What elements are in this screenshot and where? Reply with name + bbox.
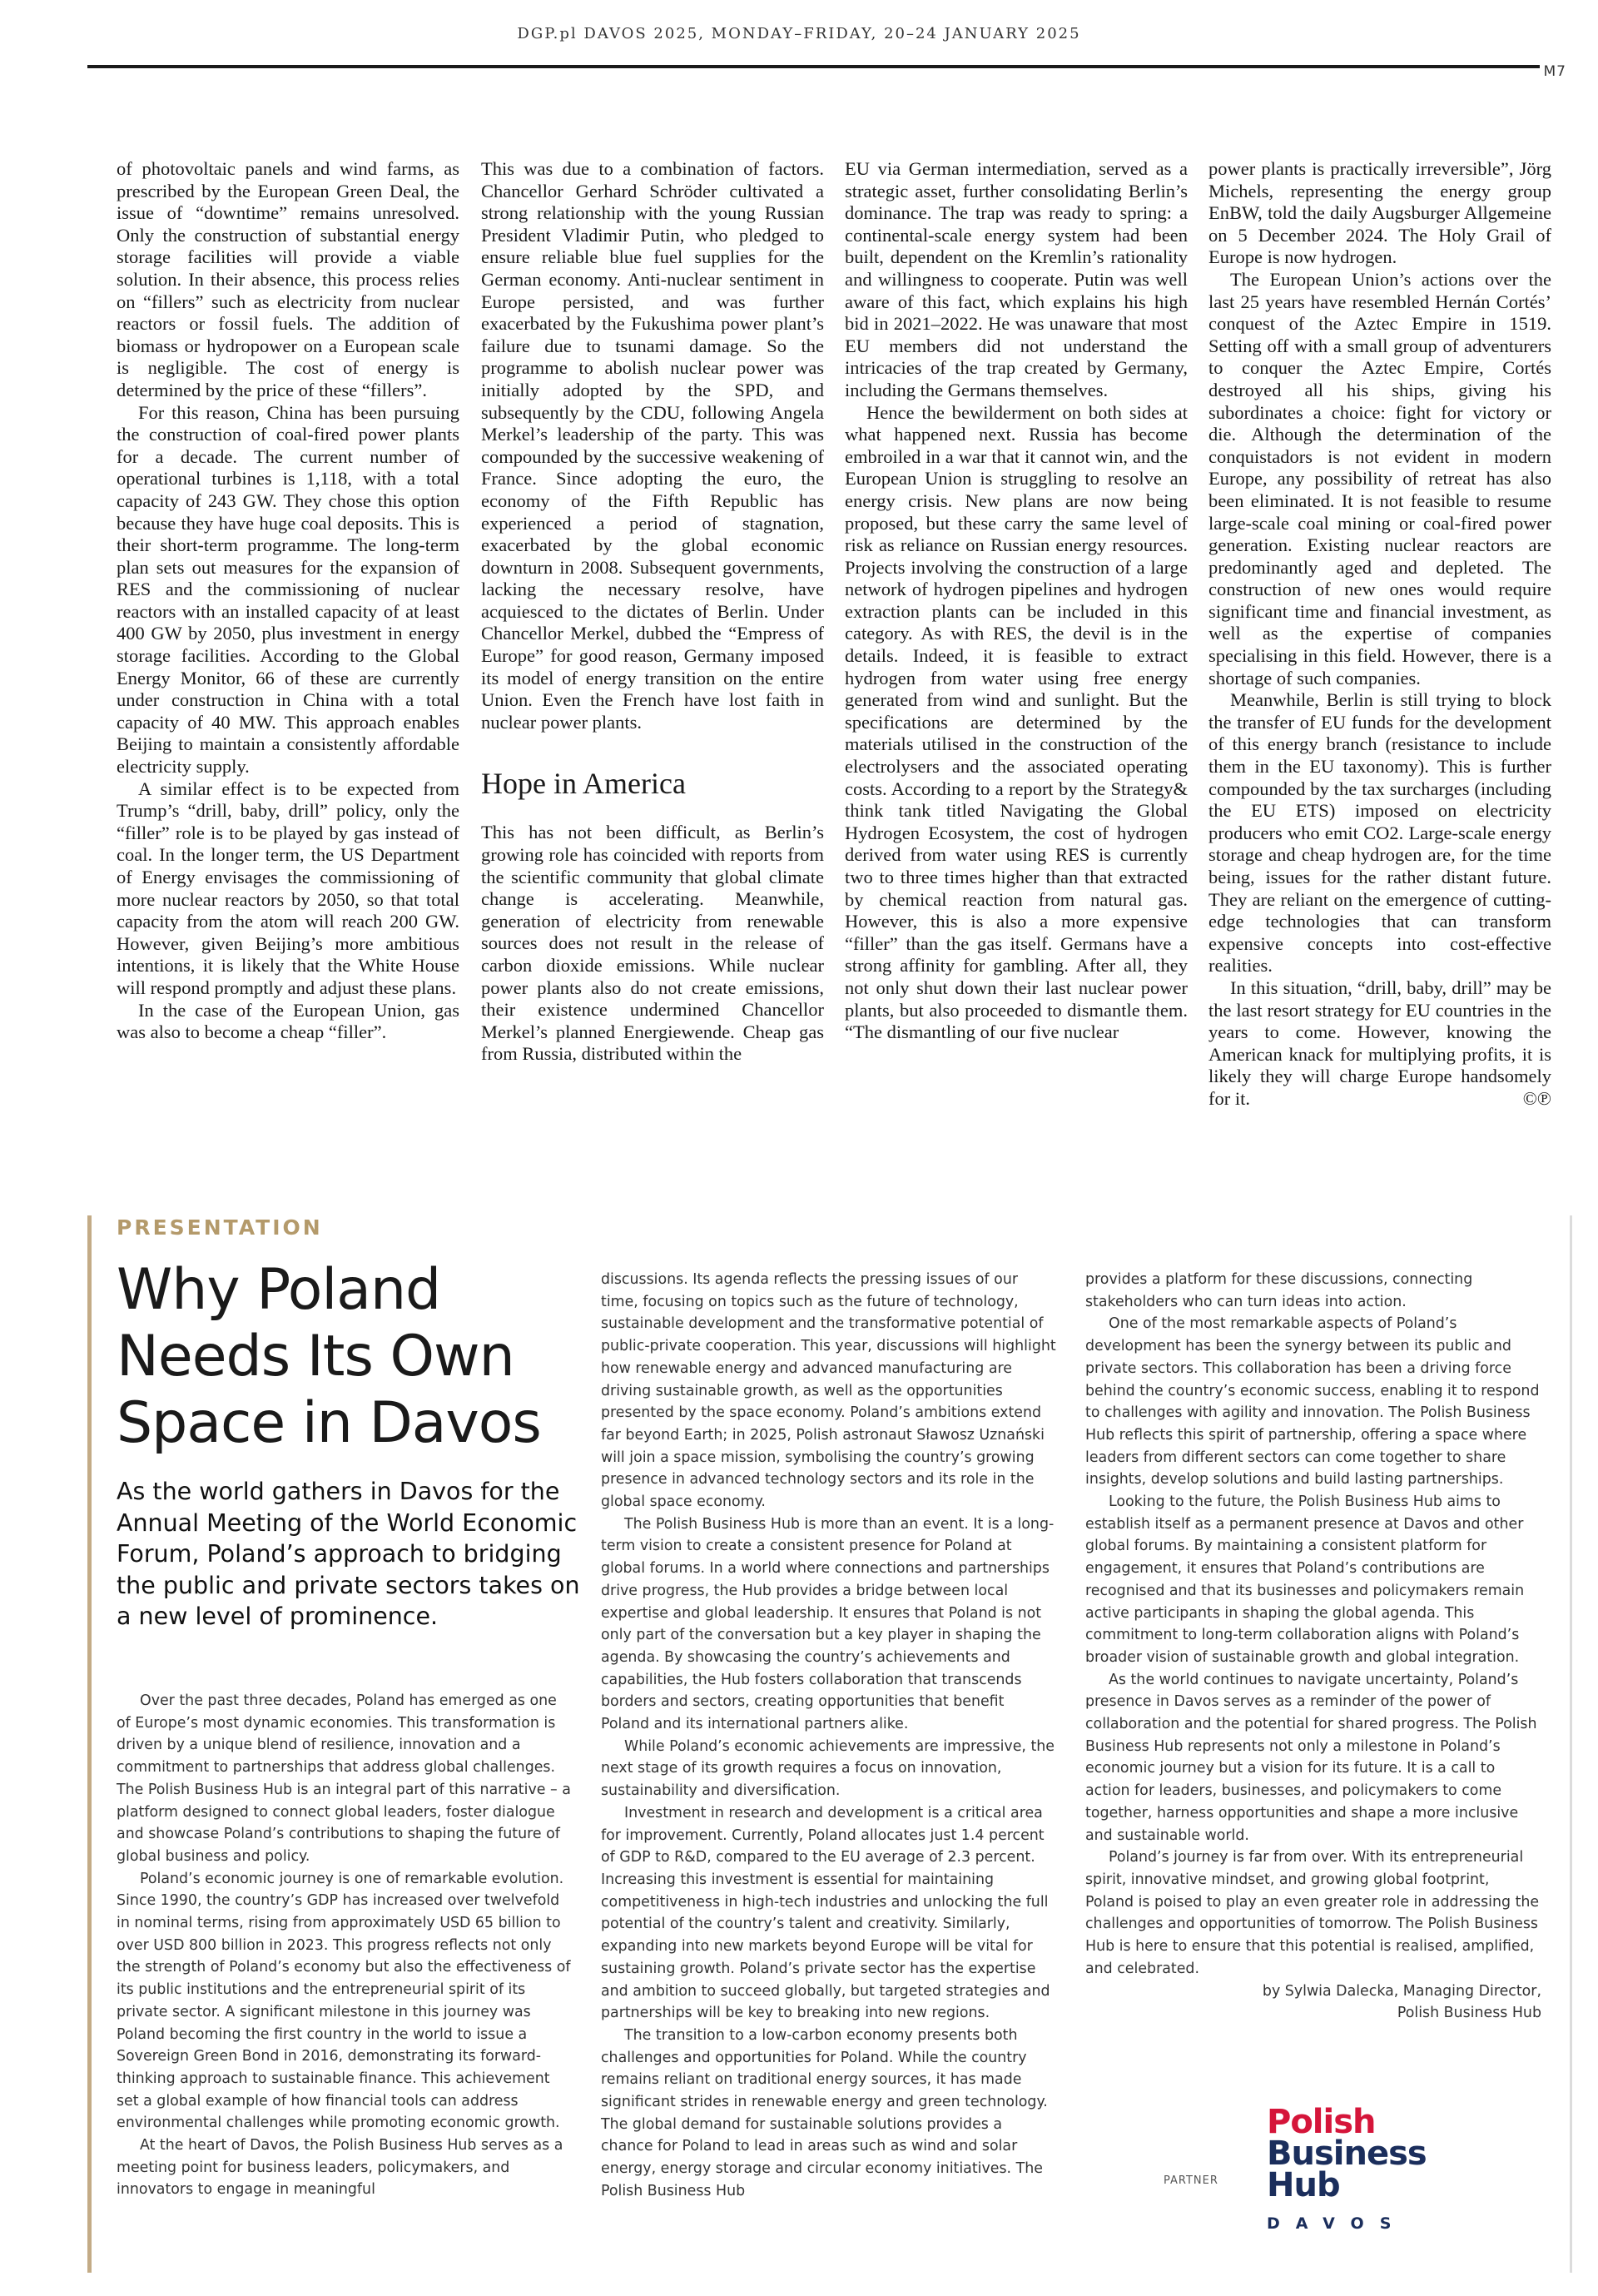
header-rule <box>87 65 1540 68</box>
presentation-paragraph: Poland’s journey is far from over. With its entrepreneurial spirit, innovative mindset, and growing global footprint, Poland is poised to play an even greater role in addressing the challenges and opportunities of tomorrow. The Polish Business Hub is here to ensure that this potential is realised, amplified, and celebrated. <box>1085 1849 1540 1977</box>
presentation-column-1 <box>117 1690 573 2201</box>
title-line: Needs Its Own <box>117 1324 514 1389</box>
article-paragraph: of photovoltaic panels and wind farms, as prescribed by the European Green Deal, the issue of “downtime” remains unresolved. Only the construction of substantial energy storage facilities will provide a viable solution. In their absence, this process relies on “fillers” such as electricity from nuclear reactors or fossil fuels. The addition of biomass or hydropower on a European scale is negligible. The cost of energy is determined by the price of these “fillers”. <box>117 158 459 400</box>
article-paragraph: This was due to a combination of factors. Chancellor Gerhard Schröder cultivated a strong relationship with the young Russian President Vladimir Putin, who pledged to ensure reliable blue fuel supplies for the German economy. Anti-nuclear sentiment in Europe persisted, and was further exacerbated by the Fukushima power plant’s failure due to tsunami damage. So the programme to abolish nuclear power was initially adopted by the SPD, and subsequently by the CDU, following Angela Merkel’s leadership of the party. This was compounded by the successive weakening of France. Since adopting the euro, the economy of the Fifth Republic has experienced a period of stagnation, exacerbated by the global economic downturn in 2008. Subsequent governments, lacking the necessary resolve, have acquiesced to the dictates of Berlin. Under Chancellor Merkel, dubbed the “Empress of Europe” for good reason, Germany imposed its model of energy transition on the entire Union. Even the French have lost faith in nuclear power plants. <box>481 158 824 733</box>
copyright-mark: ©℗ <box>1522 1087 1551 1109</box>
title-line: Why Poland <box>117 1257 441 1323</box>
article-column-3 <box>845 158 1188 1044</box>
presentation-paragraph: discussions. Its agenda reflects the pressing issues of our time, focusing on topics such as the future of technology, sustainable development and the transformative potential of public-private cooperation. This year, discussions will highlight how renewable energy and advanced manufacturing are driving sustainable growth, as well as the opportunities presented by the space economy. Poland’s ambitions extend far beyond Earth; in 2025, Polish astronaut Sławosz Uznański will join a space mission, symbolising the country’s growing presence in advanced technology sectors and its role in the global space economy. <box>601 1271 1056 1511</box>
presentation-paragraph: As the world continues to navigate uncertainty, Poland’s presence in Davos serves as a reminder of the power of collaboration and the potential for shared progress. The Polish Business Hub represents not only a milestone in Poland’s economic journey but a vision for its future. It is a call to action for leaders, businesses, and policymakers to come together, harness opportunities and shape a more inclusive and sustainable world. <box>1085 1671 1537 1844</box>
logo-line-hub: Hub <box>1267 2166 1340 2204</box>
presentation-right-rule <box>1570 1215 1572 2273</box>
article-paragraph: The European Union’s actions over the last 25 years have resembled Hernán Cortés’ conquest of the Aztec Empire in 1519. Setting off with a small group of adventurers to conquer the Aztec Empire, Cortés destroyed all his ships, giving his subordinates a choice: fight for victory or die. Although the determination of the conquistadors is not evident in modern Europe, any possibility of retreat has also been eliminated. It is not feasible to resume large-scale coal mining or coal-fired power generation. Existing nuclear reactors are predominantly aged and depleted. The construction of new ones would require significant time and financial investment, as well as the expertise of companies specialising in this field. However, there is a shortage of such companies. <box>1208 268 1551 688</box>
presentation-paragraph: At the heart of Davos, the Polish Business Hub serves as a meeting point for business leaders, policymakers, and innovators to engage in meaningful <box>117 2137 563 2199</box>
article-paragraph: power plants is practically irreversible”, Jörg Michels, representing the energy group EnBW, told the daily Augsburger Allgemeine on 5 December 2024. The Holy Grail of Europe is now hydrogen. <box>1208 158 1551 268</box>
article-paragraph: In the case of the European Union, gas was also to become a cheap “filler”. <box>117 999 459 1043</box>
article-paragraph: For this reason, China has been pursuing the construction of coal-fired power plants for a decade. The current number of operational turbines is 1,118, with a total capacity of 243 GW. They chose this option because they have huge coal deposits. This is their short-term programme. The long-term plan sets out measures for the expansion of RES and the commissioning of nuclear reactors with an installed capacity of at least 400 GW by 2050, plus investment in energy storage facilities. According to the Global Energy Monitor, 66 of these are currently under construction in China with a total capacity of 40 MW. This approach enables Beijing to maintain a consistently affordable electricity supply. <box>117 401 459 778</box>
article-paragraph: This has not been difficult, as Berlin’s growing role has coincided with reports from the scientific community that global climate change is accelerating. Meanwhile, generation of electricity from renewable sources does not result in the release of carbon dioxide emissions. While nuclear power plants also do not create emissions, their existence undermined Chancellor Merkel’s planned Energiewende. Cheap gas from Russia, distributed within the <box>481 822 824 1065</box>
article-paragraph: Hence the bewilderment on both sides at what happened next. Russia has become embroiled in a war that it cannot win, and the European Union is struggling to resolve an energy crisis. New plans are now being proposed, but these carry the same level of risk as reliance on Russian energy resources. Projects involving the construction of a large network of hydrogen pipelines and hydrogen extraction plants can be included in this category. As with RES, the devil is in the details. Indeed, it is feasible to extract hydrogen from water using free energy generated from wind and sunlight. But the specifications are determined by the materials utilised in the construction of the electrolysers and the associated operating costs. According to a report by the Strategy& think tank titled Navigating the Global Hydrogen Ecosystem, the cost of hydrogen derived from water using RES is currently two to three times higher than that extracted by chemical reaction from natural gas. However, this is also a more expensive “filler” than the gas itself. Germans have a strong affinity for gambling. After all, they not only shut down their last nuclear power plants, but also proceeded to dismantle them. “The dismantling of our five nuclear <box>845 401 1188 1043</box>
logo-line-davos: DAVOS <box>1267 2214 1407 2233</box>
presentation-paragraph: Poland’s economic journey is one of remarkable evolution. Since 1990, the country’s GDP has increased over twelvefold in nominal terms, rising from approximately USD 65 billion to over USD 800 billion in 2023. This progress reflects not only the strength of Poland’s economy but also the effectiveness of its public institutions and the entrepreneurial spirit of its private sector. A significant milestone in this journey was Poland becoming the first country in the world to issue a Sovereign Green Bond in 2016, demonstrating its forward-thinking approach to sustainable finance. This achievement set a global example of how financial tools can address environmental challenges while promoting economic growth. <box>117 1870 571 2132</box>
presentation-paragraph: Investment in research and development is a critical area for improvement. Currently, Poland allocates just 1.4 percent of GDP to R&D, compared to the EU average of 2.3 percent. Increasing this investment is essential for maintaining competitiveness in high-tech industries and unlocking the full potential of the country’s talent and creativity. Similarly, expanding into new markets beyond Europe will be vital for sustaining growth. Poland’s private sector has the expertise and ambition to succeed globally, but targeted strategies and partnerships will be key to breaking into new regions. <box>601 1804 1050 2022</box>
masthead: DGP.pl DAVOS 2025, MONDAY–FRIDAY, 20–24 JANUARY 2025 <box>517 25 1081 42</box>
presentation-paragraph: While Poland’s economic achievements are impressive, the next stage of its growth requires a focus on innovation, sustainability and diversification. <box>601 1737 1055 1800</box>
presentation-column-2 <box>601 1269 1057 2203</box>
article-paragraph <box>1208 977 1551 1111</box>
logo-line-business: Business <box>1267 2134 1427 2173</box>
presentation-paragraph: Over the past three decades, Poland has emerged as one of Europe’s most dynamic economies. This transformation is driven by a unique blend of resilience, innovation and a commitment to partnerships that address global challenges. The Polish Business Hub is an integral part of this narrative – a platform designed to connect global leaders, foster dialogue and showcase Poland’s contributions to shaping the future of global business and policy. <box>117 1692 571 1865</box>
article-paragraph: EU via German intermediation, served as a strategic asset, further consolidating Berlin’s dominance. The trap was ready to spring: a continental-scale energy system had been built, dependent on the Kremlin’s rationality and willingness to cooperate. Putin was well aware of this fact, which explains his high bid in 2021–2022. He was unaware that most EU members did not understand the intricacies of the trap created by Germany, including the Germans themselves. <box>845 158 1188 400</box>
presentation-column-3 <box>1085 1269 1541 2025</box>
signature-line: Polish Business Hub <box>1397 2005 1541 2022</box>
presentation-title <box>117 1257 583 1457</box>
article-column-4 <box>1208 158 1551 1111</box>
polish-business-hub-logo <box>1267 2103 1450 2233</box>
presentation-paragraph: provides a platform for these discussions, connecting stakeholders who can turn ideas into action. <box>1085 1271 1473 1310</box>
signature-line: by Sylwia Dalecka, Managing Director, <box>1262 1982 1541 2000</box>
article-column-2 <box>481 158 824 1066</box>
presentation-paragraph: Looking to the future, the Polish Business Hub aims to establish itself as a permanent presence at Davos and other global forums. By maintaining a consistent platform for engagement, it ensures that Poland’s contributions are recognised and that its businesses and policymakers remain active participants in shaping the global agenda. This commitment to long-term collaboration aligns with Poland’s broader vision of sustainable growth and global integration. <box>1085 1493 1525 1666</box>
title-line: Space in Davos <box>117 1390 541 1456</box>
article-final-text: In this situation, “drill, baby, drill” may be the last resort strategy for EU countries in the years to come. However, knowing the American knack for multiplying profits, it is likely they will charge Europe handsomely for it. <box>1208 977 1551 1109</box>
presentation-paragraph: The transition to a low-carbon economy presents both challenges and opportunities for Poland. While the country remains reliant on traditional energy sources, it has made significant strides in renewable energy and green technology. The global demand for sustainable solutions provides a chance for Poland to lead in areas such as wind and solar energy, energy storage and circular economy initiatives. The Polish Business Hub <box>601 2026 1048 2199</box>
presentation-accent-rule <box>87 1215 92 2273</box>
article-paragraph: Meanwhile, Berlin is still trying to block the transfer of EU funds for the development of this energy branch (resistance to include them in the EU taxonomy). This is further compounded by the tax surcharges (including the EU ETS) imposed on electricity producers who emit CO2. Large-scale energy storage and cheap hydrogen are, for the time being, issues for the rather distant future. They are reliant on the emergence of cutting-edge technologies that can transform expensive concepts into cost-effective realities. <box>1208 689 1551 977</box>
presentation-paragraph: The Polish Business Hub is more than an event. It is a long-term vision to create a consistent presence for Poland at global forums. In a world where connections and partnerships drive progress, the Hub provides a bridge between local expertise and global leadership. It ensures that Poland is not only part of the conversation but a key player in shaping the agenda. By showcasing the country’s achievements and capabilities, the Hub fosters collaboration that transcends borders and sectors, creating opportunities that benefit Poland and its international partners alike. <box>601 1515 1055 1733</box>
page-number: M7 <box>1543 63 1566 80</box>
presentation-paragraph: One of the most remarkable aspects of Poland’s development has been the synergy between its public and private sectors. This collaboration has been a driving force behind the country’s economic success, enabling it to respond to challenges with agility and innovation. The Polish Business Hub reflects this spirit of partnership, offering a space where leaders from different sectors can come together to share insights, develop solutions and build lasting partnerships. <box>1085 1315 1540 1488</box>
presentation-label: PRESENTATION <box>117 1215 323 1240</box>
article-subheading: Hope in America <box>481 767 686 801</box>
presentation-lede: As the world gathers in Davos for the Annual Meeting of the World Economic Forum, Poland’s approach to bridging the public and private sectors takes on a new level of prominence. <box>117 1478 580 1630</box>
logo-line-polish: Polish <box>1267 2103 1376 2141</box>
article-column-1 <box>117 158 459 1044</box>
partner-label: PARTNER <box>1164 2174 1218 2187</box>
article-paragraph: A similar effect is to be expected from Trump’s “drill, baby, drill” policy, only the “filler” role is to be played by gas instead of coal. In the longer term, the US Department of Energy envisages the commissioning of more nuclear reactors by 2050, so that total capacity from the atom will reach 200 GW. However, given Beijing’s more ambitious intentions, it is likely that the White House will respond promptly and adjust these plans. <box>117 778 459 998</box>
